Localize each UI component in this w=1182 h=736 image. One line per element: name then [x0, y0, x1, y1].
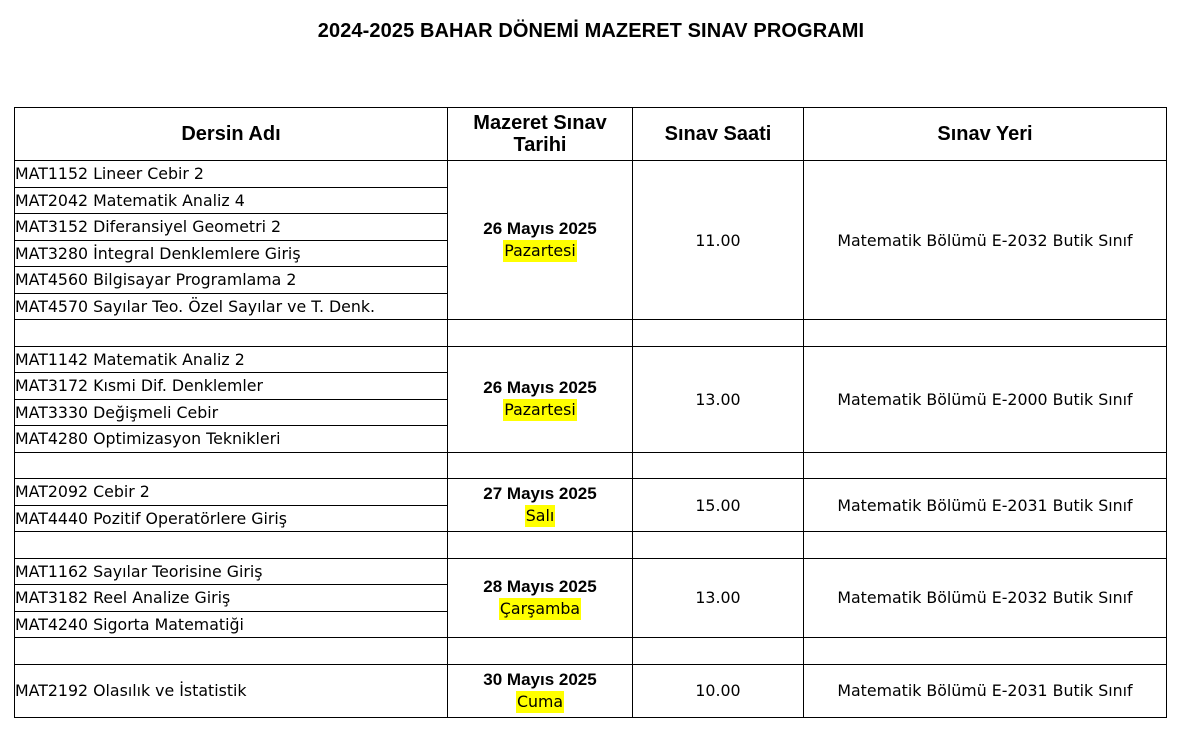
spacer-cell — [15, 638, 448, 665]
exam-time: 10.00 — [633, 664, 804, 717]
exam-time: 13.00 — [633, 558, 804, 638]
exam-time: 11.00 — [633, 161, 804, 320]
table-row — [15, 479, 1167, 506]
exam-place: Matematik Bölümü E-2000 Butik Sınıf — [804, 346, 1167, 452]
exam-day-highlight: Çarşamba — [499, 598, 581, 618]
exam-place: Matematik Bölümü E-2031 Butik Sınıf — [804, 479, 1167, 532]
page-title: 2024-2025 BAHAR DÖNEMİ MAZERET SINAV PROGRAMI — [317, 20, 865, 42]
exam-day-highlight: Cuma — [516, 691, 564, 711]
course-name: MAT3280 İntegral Denklemlere Giriş — [15, 240, 448, 267]
exam-date-cell — [448, 664, 633, 717]
spacer-row — [15, 452, 1167, 479]
course-name: MAT2092 Cebir 2 — [15, 479, 448, 506]
exam-date: 26 Mayıs 2025 — [483, 378, 597, 397]
course-name: MAT4560 Bilgisayar Programlama 2 — [15, 267, 448, 294]
exam-place: Matematik Bölümü E-2031 Butik Sınıf — [804, 664, 1167, 717]
spacer-cell — [15, 452, 448, 479]
header-row — [15, 108, 1167, 161]
exam-date-cell — [448, 161, 633, 320]
course-name: MAT2192 Olasılık ve İstatistik — [15, 664, 448, 717]
exam-time: 13.00 — [633, 346, 804, 452]
header-time: Sınav Saati — [633, 108, 804, 161]
header-course: Dersin Adı — [15, 108, 448, 161]
spacer-cell — [804, 320, 1167, 347]
table-row — [15, 558, 1167, 585]
exam-date-cell — [448, 479, 633, 532]
exam-day-highlight: Pazartesi — [504, 400, 576, 419]
course-name: MAT4570 Sayılar Teo. Özel Sayılar ve T. Denk. — [15, 293, 448, 320]
header-place: Sınav Yeri — [804, 108, 1167, 161]
course-name: MAT2042 Matematik Analiz 4 — [15, 187, 448, 214]
spacer-cell — [15, 532, 448, 559]
course-name: MAT4280 Optimizasyon Teknikleri — [15, 426, 448, 453]
exam-date-cell — [448, 346, 633, 452]
spacer-cell — [804, 638, 1167, 665]
spacer-row — [15, 320, 1167, 347]
exam-place: Matematik Bölümü E-2032 Butik Sınıf — [804, 558, 1167, 638]
course-name: MAT3152 Diferansiyel Geometri 2 — [15, 214, 448, 241]
exam-date: 26 Mayıs 2025 — [483, 219, 597, 238]
course-name: MAT3182 Reel Analize Giriş — [15, 585, 448, 612]
exam-place: Matematik Bölümü E-2032 Butik Sınıf — [804, 161, 1167, 320]
spacer-cell — [633, 320, 804, 347]
course-name: MAT1152 Lineer Cebir 2 — [15, 161, 448, 188]
exam-schedule-table — [14, 107, 1167, 718]
course-name: MAT1142 Matematik Analiz 2 — [15, 346, 448, 373]
spacer-cell — [448, 320, 633, 347]
schedule-body — [15, 161, 1167, 718]
spacer-cell — [633, 532, 804, 559]
exam-date: 27 Mayıs 2025 — [483, 484, 597, 503]
course-name: MAT4240 Sigorta Matematiği — [15, 611, 448, 638]
table-row — [15, 664, 1167, 717]
table-row — [15, 346, 1167, 373]
spacer-cell — [804, 532, 1167, 559]
spacer-cell — [633, 452, 804, 479]
exam-date: 28 Mayıs 2025 — [483, 576, 597, 596]
exam-day-highlight: Salı — [525, 506, 555, 525]
course-name: MAT3330 Değişmeli Cebir — [15, 399, 448, 426]
spacer-row — [15, 532, 1167, 559]
spacer-cell — [448, 532, 633, 559]
exam-time: 15.00 — [633, 479, 804, 532]
spacer-cell — [448, 452, 633, 479]
header-date: Mazeret Sınav Tarihi — [448, 108, 633, 161]
course-name: MAT3172 Kısmi Dif. Denklemler — [15, 373, 448, 400]
spacer-cell — [804, 452, 1167, 479]
exam-date: 30 Mayıs 2025 — [483, 669, 597, 689]
spacer-cell — [448, 638, 633, 665]
exam-date-cell — [448, 558, 633, 638]
course-name: MAT1162 Sayılar Teorisine Giriş — [15, 558, 448, 585]
exam-day-highlight: Pazartesi — [504, 241, 576, 260]
spacer-cell — [15, 320, 448, 347]
spacer-cell — [633, 638, 804, 665]
course-name: MAT4440 Pozitif Operatörlere Giriş — [15, 505, 448, 532]
spacer-row — [15, 638, 1167, 665]
table-row — [15, 161, 1167, 188]
